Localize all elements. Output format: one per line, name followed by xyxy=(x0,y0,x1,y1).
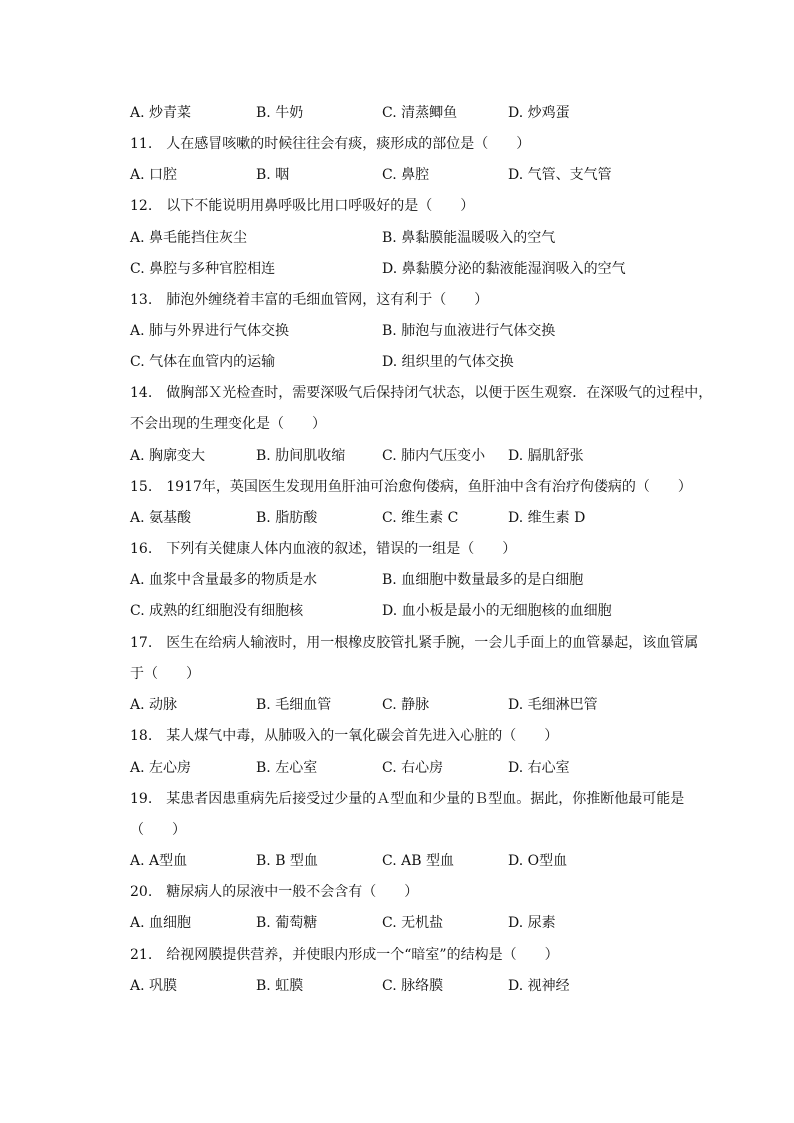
q10-option-b: B. 牛奶 xyxy=(256,105,304,121)
q13-stem xyxy=(130,288,488,312)
option-b: B. 肋间肌收缩 xyxy=(256,448,346,464)
option-b: B. 肺泡与血液进行气体交换 xyxy=(382,323,556,339)
option-a: A. 左心房 xyxy=(130,760,192,776)
question-text: 15. 1917年，英国医生发现用鱼肝油可治愈佝偻病，鱼肝油中含有治疗佝偻病的（ ） xyxy=(130,479,692,495)
q10-option-c: C. 清蒸鲫鱼 xyxy=(382,105,458,121)
option-d: D. 毛细淋巴管 xyxy=(508,697,598,713)
option-c: C. 维生素 C xyxy=(382,510,459,526)
option-d: D. 右心室 xyxy=(508,760,570,776)
option-c: C. 肺内气压变小 xyxy=(382,448,486,464)
question-text: 14. 做胸部Ｘ光检查时，需要深吸气后保持闭气状态，以便于医生观察．在深吸气的过程中， xyxy=(130,385,713,401)
option-b: B. B 型血 xyxy=(256,853,318,869)
q15-stem xyxy=(130,475,692,499)
option-c: C. 脉络膜 xyxy=(382,978,444,994)
q11-stem xyxy=(130,132,530,156)
question-text: 11. 人在感冒咳嗽的时候往往会有痰，痰形成的部位是（ ） xyxy=(130,136,531,152)
q18-stem xyxy=(130,724,558,748)
option-b: B. 咽 xyxy=(256,167,290,183)
q14-stem-line1 xyxy=(130,381,712,405)
option-c: C. AB 型血 xyxy=(382,853,454,869)
q17-stem-line2 xyxy=(130,662,200,686)
question-text-cont: 于（ ） xyxy=(130,666,200,682)
q21-stem xyxy=(130,943,559,967)
option-d: D. 气管、支气管 xyxy=(508,167,612,183)
q10-option-a: A. 炒青菜 xyxy=(130,105,192,121)
q10-option-d: D. 炒鸡蛋 xyxy=(508,105,570,121)
question-text-cont: （ ） xyxy=(130,822,186,838)
question-text: 20. 糖尿病人的尿液中一般不会含有（ ） xyxy=(130,884,419,900)
question-text: 17. 医生在给病人输液时，用一根橡皮胶管扎紧手腕，一会儿手面上的血管暴起，该血管属 xyxy=(130,635,699,651)
option-c: C. 静脉 xyxy=(382,697,430,713)
q19-stem-line2 xyxy=(130,818,186,842)
option-a: A. 胸廓变大 xyxy=(130,448,206,464)
option-c: C. 无机盐 xyxy=(382,915,444,931)
option-b: B. 鼻黏膜能温暖吸入的空气 xyxy=(382,230,556,246)
question-text: 19. 某患者因患重病先后接受过少量的Ａ型血和少量的Ｂ型血。据此，你推断他最可能是 xyxy=(130,791,685,807)
option-a: A. A型血 xyxy=(130,853,188,869)
option-d: D. 尿素 xyxy=(508,915,556,931)
option-a: A. 肺与外界进行气体交换 xyxy=(130,323,290,339)
question-text: 13. 肺泡外缠绕着丰富的毛细血管网，这有利于（ ） xyxy=(130,292,489,308)
q16-stem xyxy=(130,537,516,561)
option-a: A. 血浆中含量最多的物质是水 xyxy=(130,572,318,588)
option-a: A. 氨基酸 xyxy=(130,510,192,526)
option-c: C. 右心房 xyxy=(382,760,444,776)
option-b: B. 虹膜 xyxy=(256,978,304,994)
question-text-cont: 不会出现的生理变化是（ ） xyxy=(130,416,326,432)
option-b: B. 左心室 xyxy=(256,760,318,776)
option-c: C. 鼻腔与多种官腔相连 xyxy=(130,261,276,277)
option-b: B. 血细胞中数量最多的是白细胞 xyxy=(382,572,584,588)
q14-stem-line2 xyxy=(130,412,326,436)
question-text: 12. 以下不能说明用鼻呼吸比用口呼吸好的是（ ） xyxy=(130,198,475,214)
option-d: D. 膈肌舒张 xyxy=(508,448,584,464)
option-c: C. 鼻腔 xyxy=(382,167,430,183)
option-b: B. 葡萄糖 xyxy=(256,915,318,931)
option-c: C. 成熟的红细胞没有细胞核 xyxy=(130,603,304,619)
q19-stem-line1 xyxy=(130,787,684,811)
option-a: A. 鼻毛能挡住灰尘 xyxy=(130,230,248,246)
question-text: 21. 给视网膜提供营养，并使眼内形成一个“暗室”的结构是（ ） xyxy=(130,947,559,963)
option-b: B. 脂肪酸 xyxy=(256,510,318,526)
option-a: A. 动脉 xyxy=(130,697,178,713)
question-text: 18. 某人煤气中毒，从肺吸入的一氧化碳会首先进入心脏的（ ） xyxy=(130,728,559,744)
option-a: A. 口腔 xyxy=(130,167,178,183)
option-a: A. 血细胞 xyxy=(130,915,192,931)
q17-stem-line1 xyxy=(130,631,698,655)
q12-stem xyxy=(130,194,474,218)
option-d: D. 维生素 D xyxy=(508,510,586,526)
option-c: C. 气体在血管内的运输 xyxy=(130,354,276,370)
option-d: D. 血小板是最小的无细胞核的血细胞 xyxy=(382,603,612,619)
question-text: 16. 下列有关健康人体内血液的叙述，错误的一组是（ ） xyxy=(130,541,517,557)
option-d: D. 鼻黏膜分泌的黏液能湿润吸入的空气 xyxy=(382,261,626,277)
option-d: D. O型血 xyxy=(508,853,568,869)
option-d: D. 视神经 xyxy=(508,978,570,994)
option-d: D. 组织里的气体交换 xyxy=(382,354,514,370)
q20-stem xyxy=(130,880,418,904)
option-b: B. 毛细血管 xyxy=(256,697,332,713)
option-a: A. 巩膜 xyxy=(130,978,178,994)
